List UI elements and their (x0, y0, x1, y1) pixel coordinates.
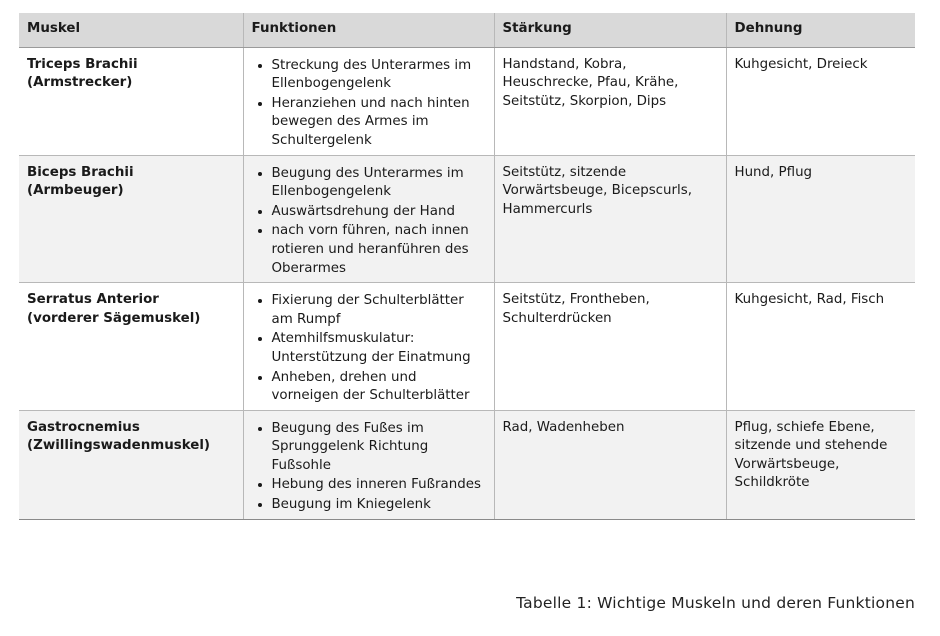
header-muskel: Muskel (19, 13, 243, 47)
table-row (19, 47, 915, 155)
cell-funktionen (243, 283, 494, 411)
list-item: • Anheben, drehen und vorneigen der Schulterblätter (272, 368, 486, 406)
list-item: • Heranziehen und nach hinten bewegen des Armes im Schultergelenk (272, 94, 486, 151)
cell-staerkung: Seitstütz, Frontheben, Schulterdrücken (494, 283, 726, 411)
cell-muskel: Triceps Brachii (Armstrecker) (19, 47, 243, 155)
list-item: • Streckung des Unterarmes im Ellenbogengelenk (272, 56, 486, 94)
cell-muskel: Serratus Anterior (vorderer Sägemuskel) (19, 283, 243, 411)
cell-funktionen (243, 410, 494, 519)
cell-funktionen (243, 47, 494, 155)
table-header-row (19, 13, 915, 47)
table-row (19, 283, 915, 411)
cell-funktionen (243, 155, 494, 283)
list-item: • Beugung des Unterarmes im Ellenbogengelenk (272, 164, 486, 202)
list-item: • Hebung des inneren Fußrandes (272, 475, 486, 495)
cell-dehnung: Pflug, schiefe Ebene, sitzende und stehende Vorwärtsbeuge, Schildkröte (726, 410, 915, 519)
list-item: • Beugung des Fußes im Sprunggelenk Richtung Fußsohle (272, 419, 486, 476)
list-item: • Beugung im Kniegelenk (272, 495, 486, 515)
cell-staerkung: Rad, Wadenheben (494, 410, 726, 519)
cell-dehnung: Kuhgesicht, Dreieck (726, 47, 915, 155)
table-row (19, 155, 915, 283)
cell-muskel: Gastrocnemius (Zwillingswadenmuskel) (19, 410, 243, 519)
cell-dehnung: Kuhgesicht, Rad, Fisch (726, 283, 915, 411)
header-funktionen: Funktionen (243, 13, 494, 47)
cell-staerkung: Seitstütz, sitzende Vorwärtsbeuge, Bicepscurls, Hammercurls (494, 155, 726, 283)
list-item: • Atemhilfsmuskulatur: Unterstützung der Einatmung (272, 329, 486, 367)
table-row (19, 410, 915, 519)
muscle-table-container (19, 13, 915, 520)
list-item: • nach vorn führen, nach innen rotieren und heranführen des Oberarmes (272, 221, 486, 278)
list-item: • Auswärtsdrehung der Hand (272, 202, 486, 222)
table-caption: Tabelle 1: Wichtige Muskeln und deren Funktionen (516, 594, 915, 612)
cell-dehnung: Hund, Pflug (726, 155, 915, 283)
muscle-table (19, 13, 915, 520)
cell-staerkung: Handstand, Kobra, Heuschrecke, Pfau, Krähe, Seitstütz, Skorpion, Dips (494, 47, 726, 155)
list-item: • Fixierung der Schulterblätter am Rumpf (272, 291, 486, 329)
cell-muskel: Biceps Brachii (Armbeuger) (19, 155, 243, 283)
header-dehnung: Dehnung (726, 13, 915, 47)
header-staerkung: Stärkung (494, 13, 726, 47)
